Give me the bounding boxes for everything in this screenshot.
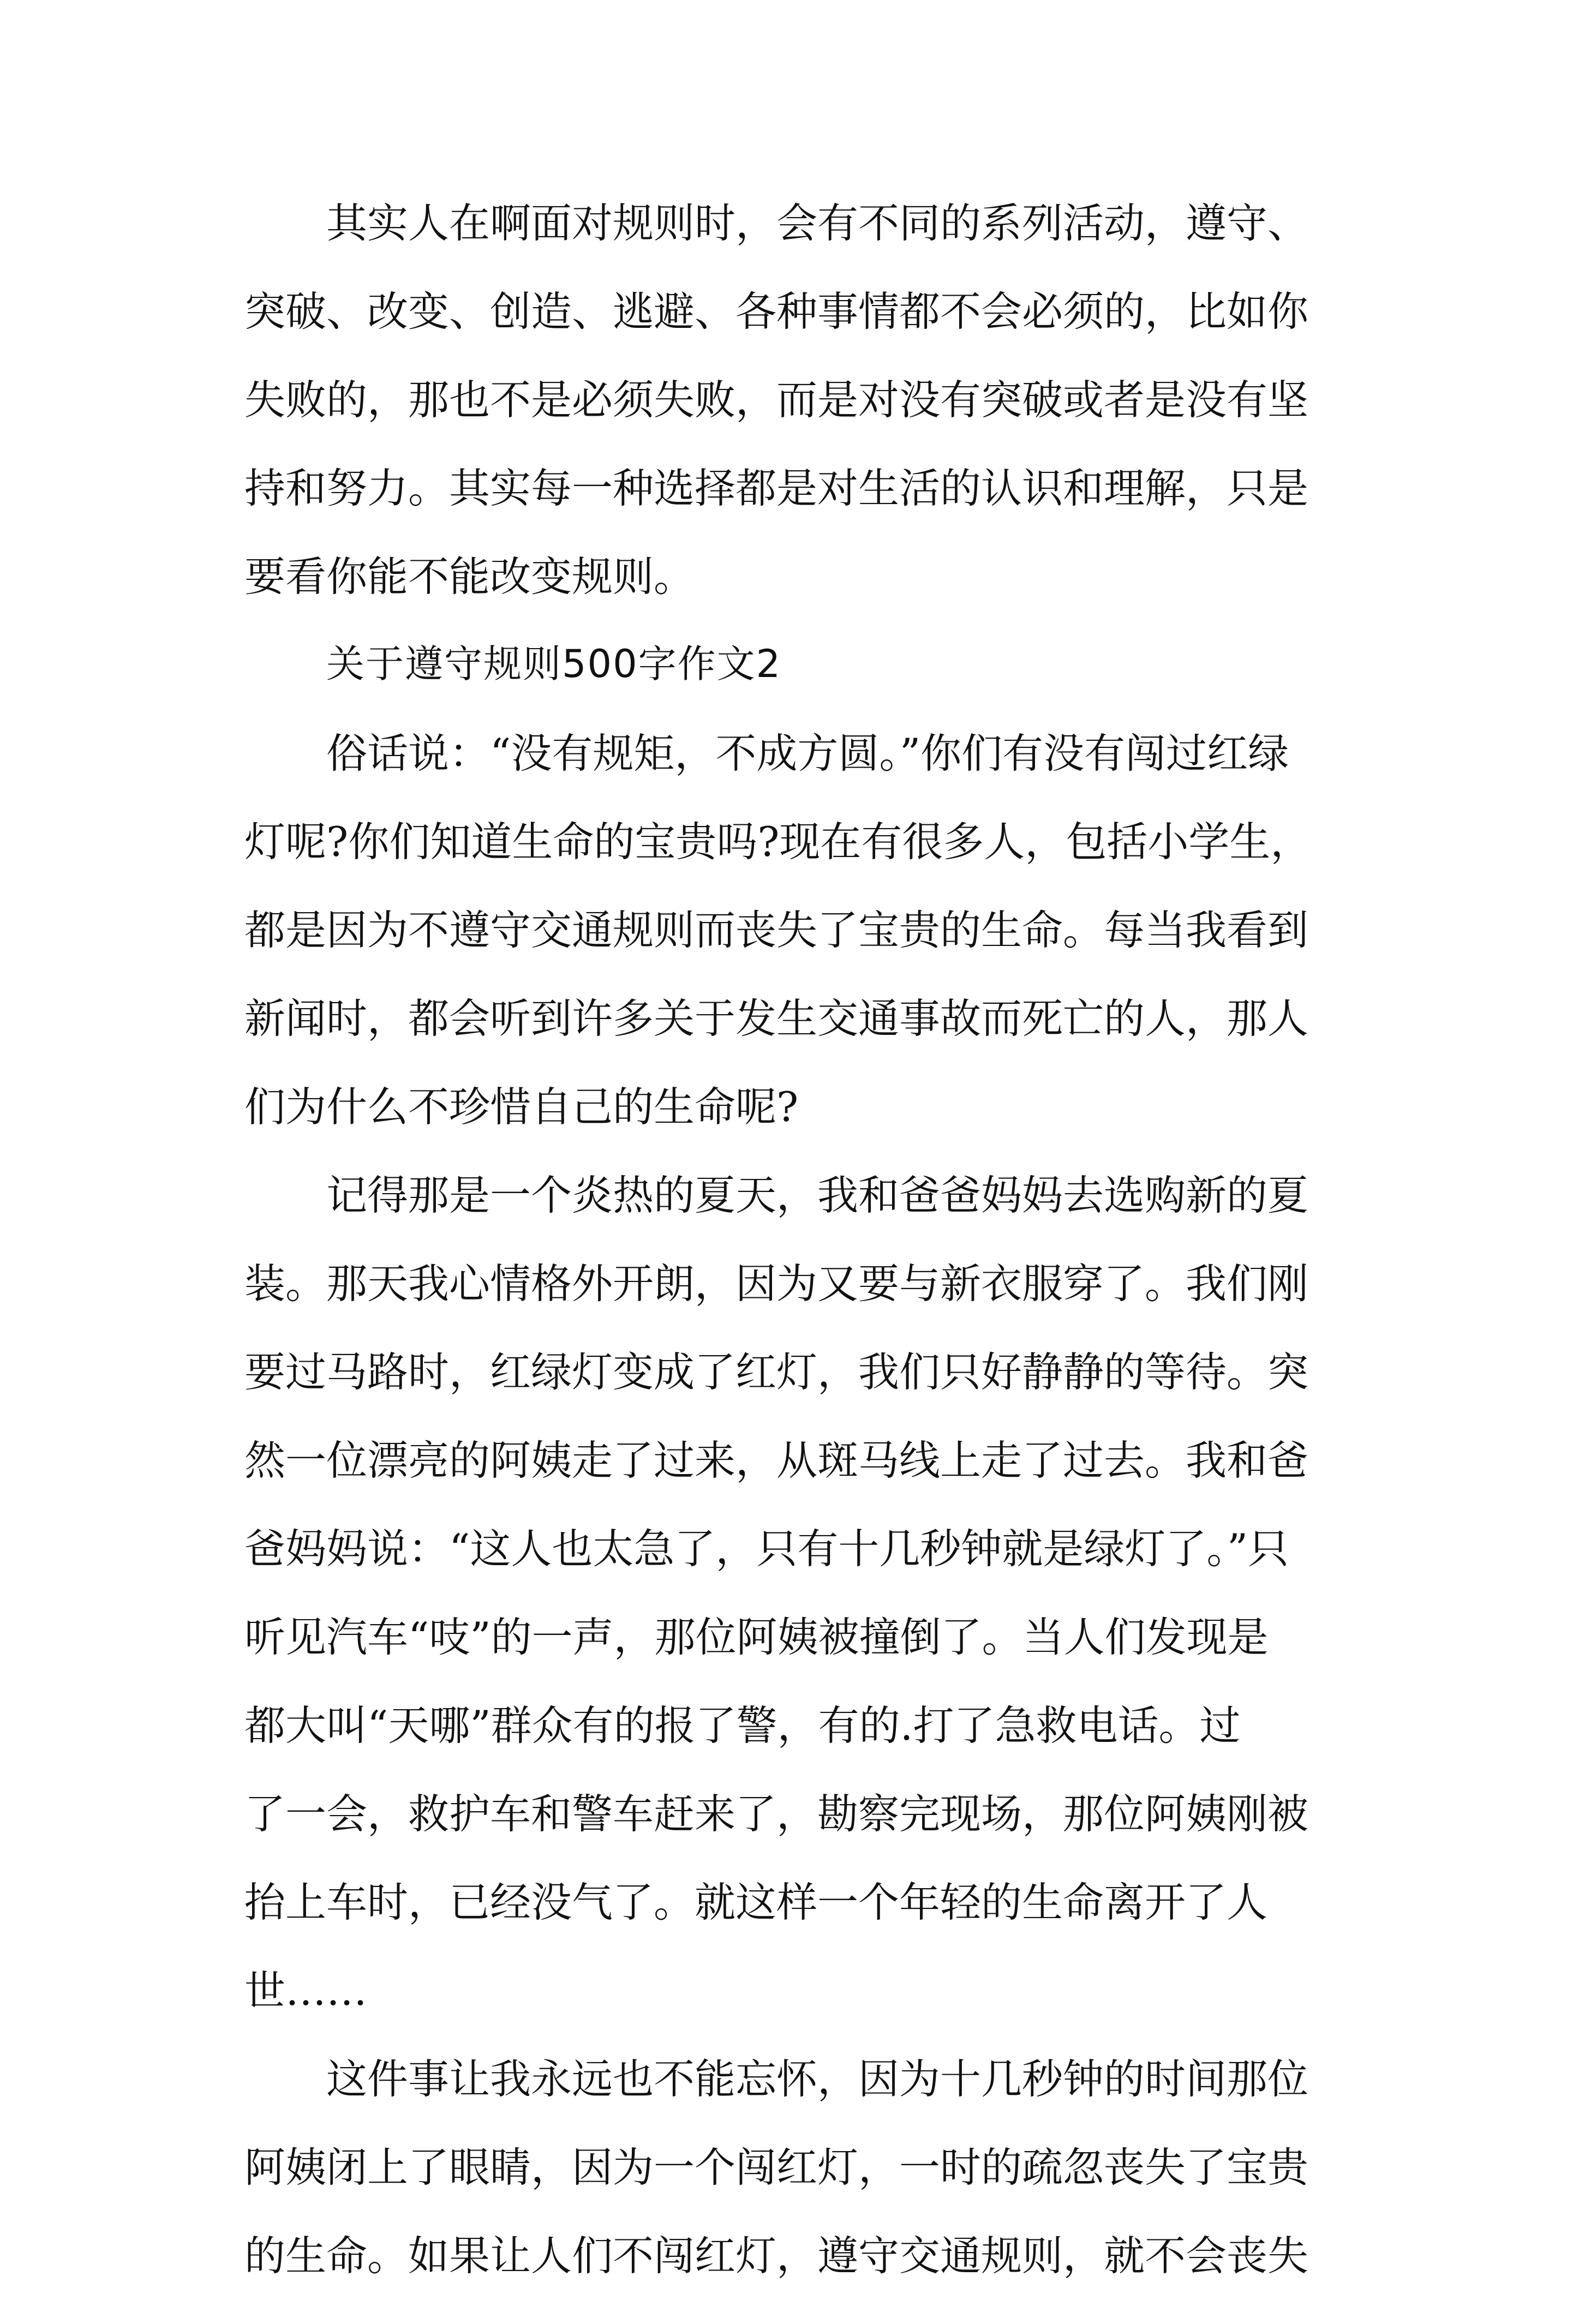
text-line: 然一位漂亮的阿姨走了过来，从斑马线上走了过去。我和爸 (244, 1436, 1309, 1484)
document-body (244, 199, 1352, 2324)
paragraph-reflection (244, 2055, 1352, 2280)
text-line: 的生命。如果让人们不闯红灯，遵守交通规则，就不会丧失 (244, 2232, 1309, 2280)
text-line: 听见汽车“吱”的一声，那位阿姨被撞倒了。当人们发现是 (244, 1613, 1269, 1661)
paragraph-saying (244, 729, 1352, 1131)
text-line: 都是因为不遵守交通规则而丧失了宝贵的生命。每当我看到 (244, 906, 1309, 954)
paragraph-intro (244, 199, 1352, 601)
text-line: 爸妈妈说：“这人也太急了，只有十几秒钟就是绿灯了。”只 (244, 1525, 1289, 1573)
heading-text: 关于遵守规则500字作文2 (326, 642, 782, 686)
text-line: 记得那是一个炎热的夏天，我和爸爸妈妈去选购新的夏 (326, 1171, 1309, 1219)
text-line: 持和努力。其实每一种选择都是对生活的认识和理解，只是 (244, 464, 1309, 512)
text-line: 装。那天我心情格外开朗，因为又要与新衣服穿了。我们刚 (244, 1260, 1309, 1308)
paragraph-story (244, 1171, 1352, 2015)
text-line: 们为什么不珍惜自己的生命呢? (244, 1083, 799, 1131)
text-line: 都大叫“天哪”群众有的报了警，有的.打了急救电话。过 (244, 1702, 1241, 1750)
text-line: 要看你能不能改变规则。 (244, 553, 695, 601)
text-line: 灯呢?你们知道生命的宝贵吗?现在有很多人，包括小学生， (244, 818, 1312, 866)
text-line: 了一会，救护车和警车赶来了，勘察完现场，那位阿姨刚被 (244, 1790, 1309, 1838)
section-heading (244, 642, 1352, 686)
text-line: 世…… (244, 1967, 368, 2015)
text-line: 突破、改变、创造、逃避、各种事情都不会必须的，比如你 (244, 287, 1309, 336)
text-line: 这件事让我永远也不能忘怀，因为十几秒钟的时间那位 (326, 2055, 1309, 2103)
text-line: 阿姨闭上了眼睛，因为一个闯红灯，一时的疏忽丧失了宝贵 (244, 2143, 1309, 2191)
text-line: 新闻时，都会听到许多关于发生交通事故而死亡的人，那人 (244, 995, 1309, 1043)
text-line: 失败的，那也不是必须失败，而是对没有突破或者是没有坚 (244, 376, 1309, 424)
text-line: 俗话说：“没有规矩，不成方圆。”你们有没有闯过红绿 (326, 729, 1289, 777)
text-line: 其实人在啊面对规则时，会有不同的系列活动，遵守、 (326, 199, 1309, 247)
text-line: 抬上车时，已经没气了。就这样一个年轻的生命离开了人 (244, 1878, 1268, 1926)
text-line: 要过马路时，红绿灯变成了红灯，我们只好静静的等待。突 (244, 1348, 1309, 1396)
